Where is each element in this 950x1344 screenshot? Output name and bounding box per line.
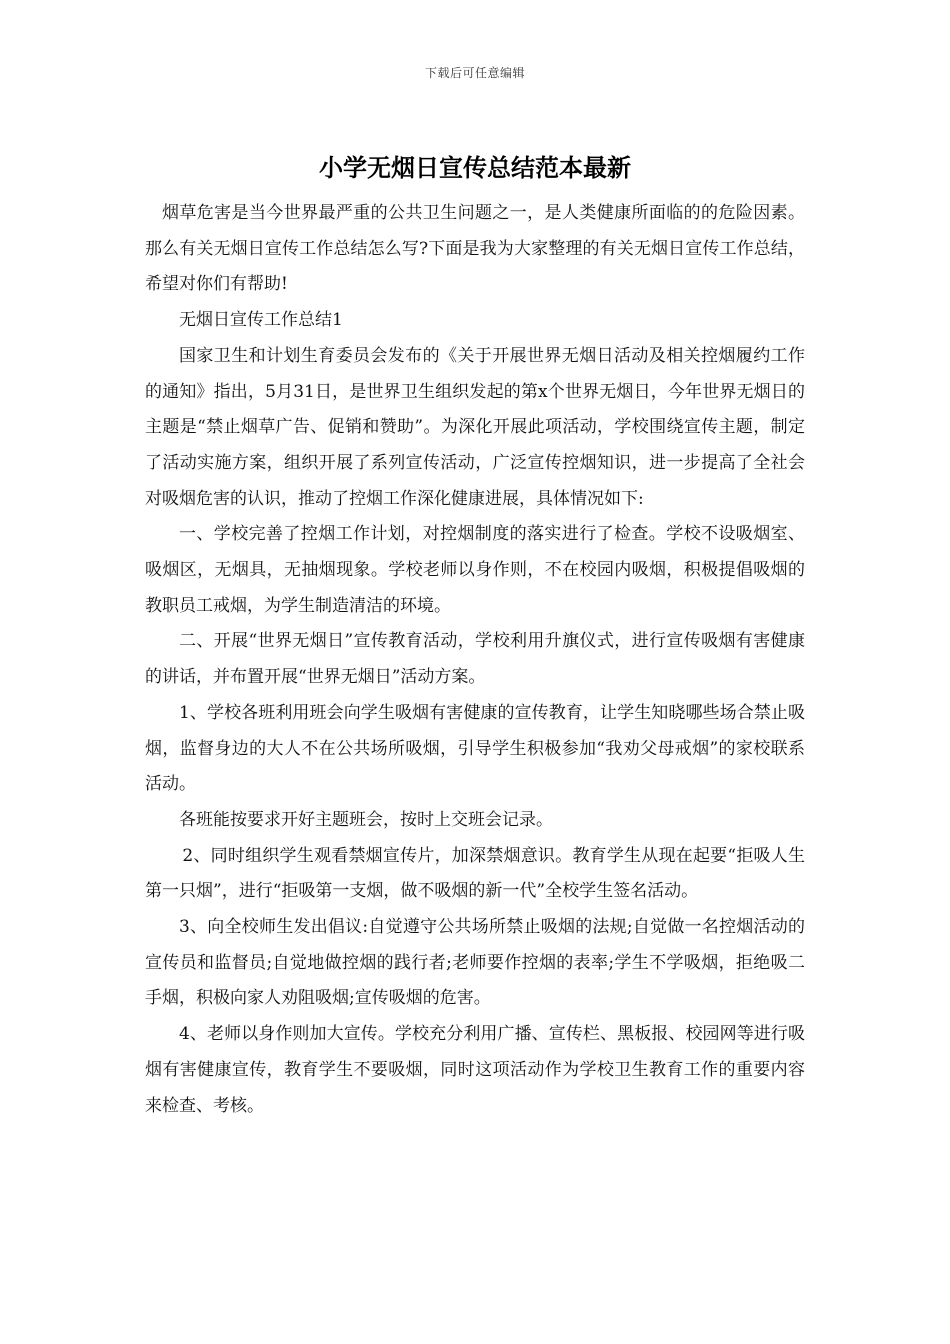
body-paragraph: 各班能按要求开好主题班会，按时上交班会记录。	[179, 809, 553, 830]
header-note: 下载后可任意编辑	[424, 66, 525, 80]
body-paragraph: 1、学校各班利用班会向学生吸烟有害健康的宣传教育，让学生知晓哪些场合禁止吸烟，监督身边的大人不在公共场所吸烟，引导学生积极参加“我劝父母戒烟”的家校联系活动。	[145, 702, 805, 795]
document-body	[145, 196, 805, 1124]
section-heading: 无烟日宣传工作总结1	[179, 310, 343, 331]
body-paragraph: 2、同时组织学生观看禁烟宣传片，加深禁烟意识。教育学生从现在起要“拒吸人生第一只烟”，进行“拒吸第一支烟，做不吸烟的新一代”全校学生签名活动。	[145, 845, 805, 902]
body-paragraph: 一、学校完善了控烟工作计划，对控烟制度的落实进行了检查。学校不设吸烟室、吸烟区，无烟具，无抽烟现象。学校老师以身作则，不在校园内吸烟，积极提倡吸烟的教职员工戒烟，为学生制造清洁的环境。	[145, 524, 805, 616]
body-paragraph: 4、老师以身作则加大宣传。学校充分利用广播、宣传栏、黑板报、校园网等进行吸烟有害健康宣传，教育学生不要吸烟，同时这项活动作为学校卫生教育工作的重要内容来检查、考核。	[145, 1024, 805, 1116]
body-paragraph: 国家卫生和计划生育委员会发布的《关于开展世界无烟日活动及相关控烟履约工作的通知》指出，5月31日，是世界卫生组织发起的第x个世界无烟日，今年世界无烟日的主题是“禁止烟草广告、促销和赞助”。为深化开展此项活动，学校围绕宣传主题，制定了活动实施方案，组织开展了系列宣传活动，广泛宣传控烟知识，进一步提高了全社会对吸烟危害的认识，推动了控烟工作深化健康进展，具体情况如下:	[145, 345, 805, 509]
document-title: 小学无烟日宣传总结范本最新	[319, 154, 631, 182]
body-paragraph: 3、向全校师生发出倡议:自觉遵守公共场所禁止吸烟的法规;自觉做一名控烟活动的宣传员和监督员;自觉地做控烟的践行者;老师要作控烟的表率;学生不学吸烟，拒绝吸二手烟，积极向家人劝阻吸烟;宣传吸烟的危害。	[145, 917, 805, 1009]
intro-paragraph: 烟草危害是当今世界最严重的公共卫生问题之一，是人类健康所面临的的危险因素。那么有关无烟日宣传工作总结怎么写?下面是我为大家整理的有关无烟日宣传工作总结，希望对你们有帮助!	[145, 203, 805, 295]
body-paragraph: 二、开展“世界无烟日”宣传教育活动，学校利用升旗仪式，进行宣传吸烟有害健康的讲话，并布置开展“世界无烟日”活动方案。	[145, 631, 805, 688]
